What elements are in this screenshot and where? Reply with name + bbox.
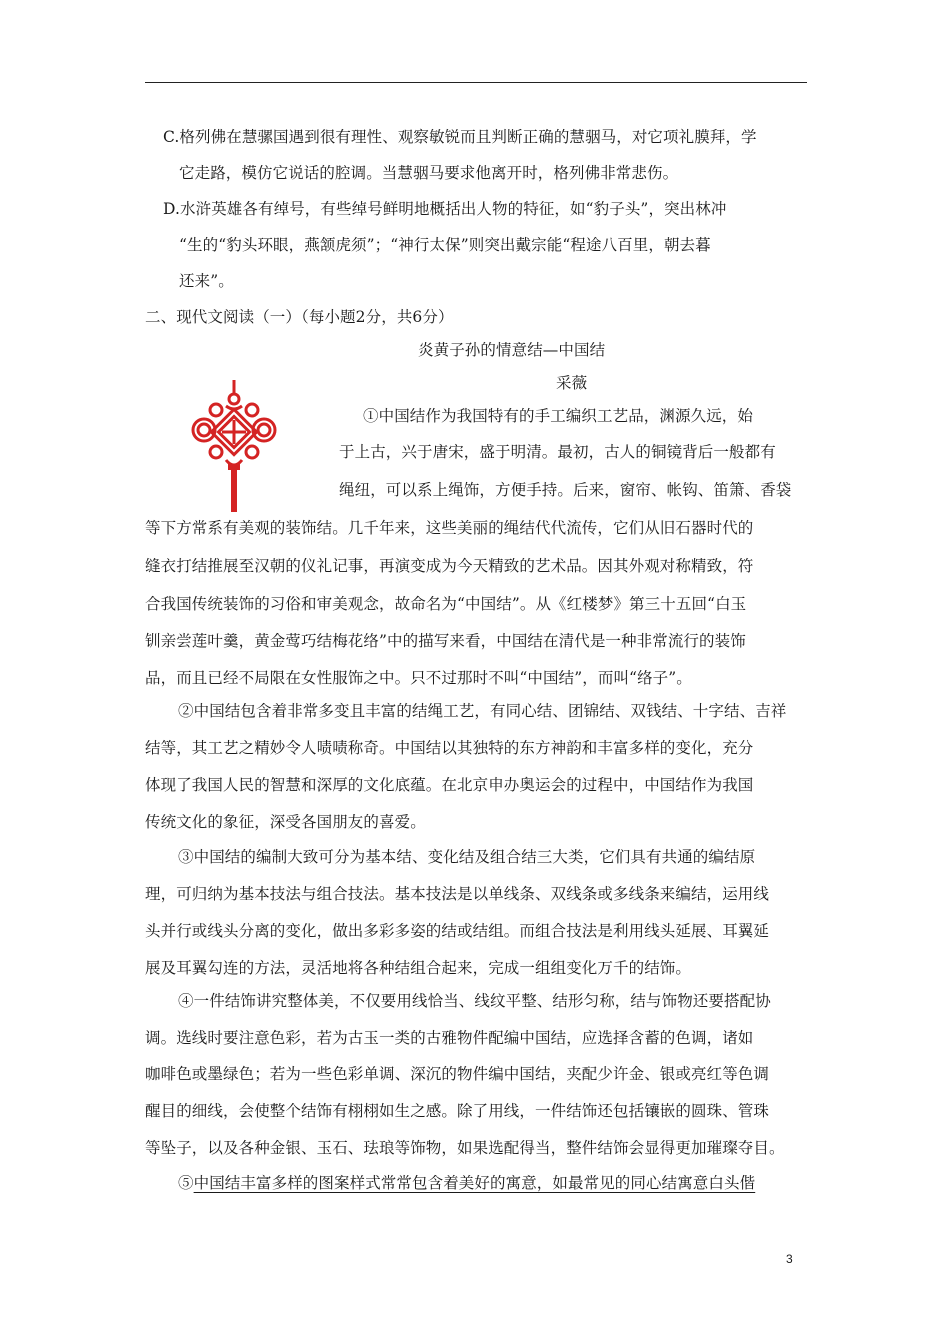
para1-line-5: 缝衣打结推展至汉朝的仪礼记事，再演变成为今天精致的艺术品。因其外观对称精致，符	[145, 557, 754, 575]
para3-line-2: 理，可归纳为基本技法与组合技法。基本技法是以单线条、双线条或多线条来编结，运用线	[145, 885, 770, 903]
option-d-line-2: “生的“豹头环眼，燕颔虎须”；“神行太保”则突出戴宗能“程途八百里，朝去暮	[179, 236, 711, 254]
option-c-line-2: 它走路，模仿它说话的腔调。当慧骃马要求他离开时，格列佛非常悲伤。	[179, 164, 679, 182]
para2-line-1: ②中国结包含着非常多变且丰富的结绳工艺，有同心结、团锦结、双钱结、十字结、吉祥	[178, 702, 787, 720]
para4-line-2: 调。选线时要注意色彩，若为古玉一类的古雅物件配编中国结，应选择含蓄的色调，诸如	[145, 1029, 754, 1047]
chinese-knot-icon	[186, 380, 282, 512]
para4-line-1: ④一件结饰讲究整体美，不仅要用线恰当、线纹平整、结形匀称，结与饰物还要搭配协	[178, 992, 771, 1010]
section-heading: 二、现代文阅读（一）（每小题2分，共6分）	[145, 308, 454, 326]
para1-line-3: 绳纽，可以系上绳饰，方便手持。后来，窗帘、帐钩、笛箫、香袋	[339, 481, 792, 499]
para4-line-4: 醒目的细线，会使整个结饰有栩栩如生之感。除了用线，一件结饰还包括镶嵌的圆珠、管珠	[145, 1102, 770, 1120]
para4-line-5: 等坠子，以及各种金银、玉石、珐琅等饰物，如果选配得当，整件结饰会显得更加璀璨夺目。	[145, 1139, 785, 1157]
para1-line-8: 品，而且已经不局限在女性服饰之中。只不过那时不叫“中国结”，而叫“络子”。	[145, 669, 692, 687]
para1-line-4: 等下方常系有美观的装饰结。几千年来，这些美丽的绳结代代流传，它们从旧石器时代的	[145, 519, 754, 537]
para5-line-1	[178, 1173, 755, 1193]
para5-number: ⑤	[178, 1174, 194, 1192]
option-d-line-3: 还来”。	[179, 272, 234, 290]
para2-line-3: 体现了我国人民的智慧和深厚的文化底蕴。在北京申办奥运会的过程中，中国结作为我国	[145, 776, 754, 794]
para1-line-1: ①中国结作为我国特有的手工编织工艺品，渊源久远，始	[363, 407, 754, 425]
para3-line-3: 头并行或线头分离的变化，做出多彩多姿的结或结组。而组合技法是利用线头延展、耳翼延	[145, 922, 770, 940]
para1-line-2: 于上古，兴于唐宋，盛于明清。最初，古人的铜镜背后一般都有	[339, 443, 776, 461]
para5-underlined-text: 中国结丰富多样的图案样式常常包含着美好的寓意，如最常见的同心结寓意白头偕	[193, 1174, 756, 1192]
article-title: 炎黄子孙的情意结—中国结	[418, 341, 606, 359]
para2-line-4: 传统文化的象征，深受各国朋友的喜爱。	[145, 813, 426, 831]
para1-line-6: 合我国传统装饰的习俗和审美观念，故命名为“中国结”。从《红楼梦》第三十五回“白玉	[145, 595, 747, 613]
option-c-line-1: C.格列佛在慧骡国遇到很有理性、观察敏锐而且判断正确的慧骃马，对它项礼膜拜，学	[163, 128, 757, 146]
para3-line-4: 展及耳翼勾连的方法，灵活地将各种结组合起来，完成一组组变化万千的结饰。	[145, 959, 692, 977]
para3-line-1: ③中国结的编制大致可分为基本结、变化结及组合结三大类，它们具有共通的编结原	[178, 848, 756, 866]
para1-line-7: 钏亲尝莲叶羹，黄金莺巧结梅花络”中的描写来看，中国结在清代是一种非常流行的装饰	[145, 632, 746, 650]
option-d-line-1: D.水浒英雄各有绰号，有些绰号鲜明地概括出人物的特征，如“豹子头”，突出林冲	[163, 200, 727, 218]
header-rule	[145, 82, 807, 83]
para4-line-3: 咖啡色或墨绿色；若为一些色彩单调、深沉的物件编中国结，夹配少许金、银或亮红等色调	[145, 1065, 770, 1083]
para2-line-2: 结等，其工艺之精妙令人啧啧称奇。中国结以其独特的东方神韵和丰富多样的变化，充分	[145, 739, 754, 757]
article-author: 采薇	[556, 374, 588, 392]
page-number: 3	[786, 1252, 793, 1266]
